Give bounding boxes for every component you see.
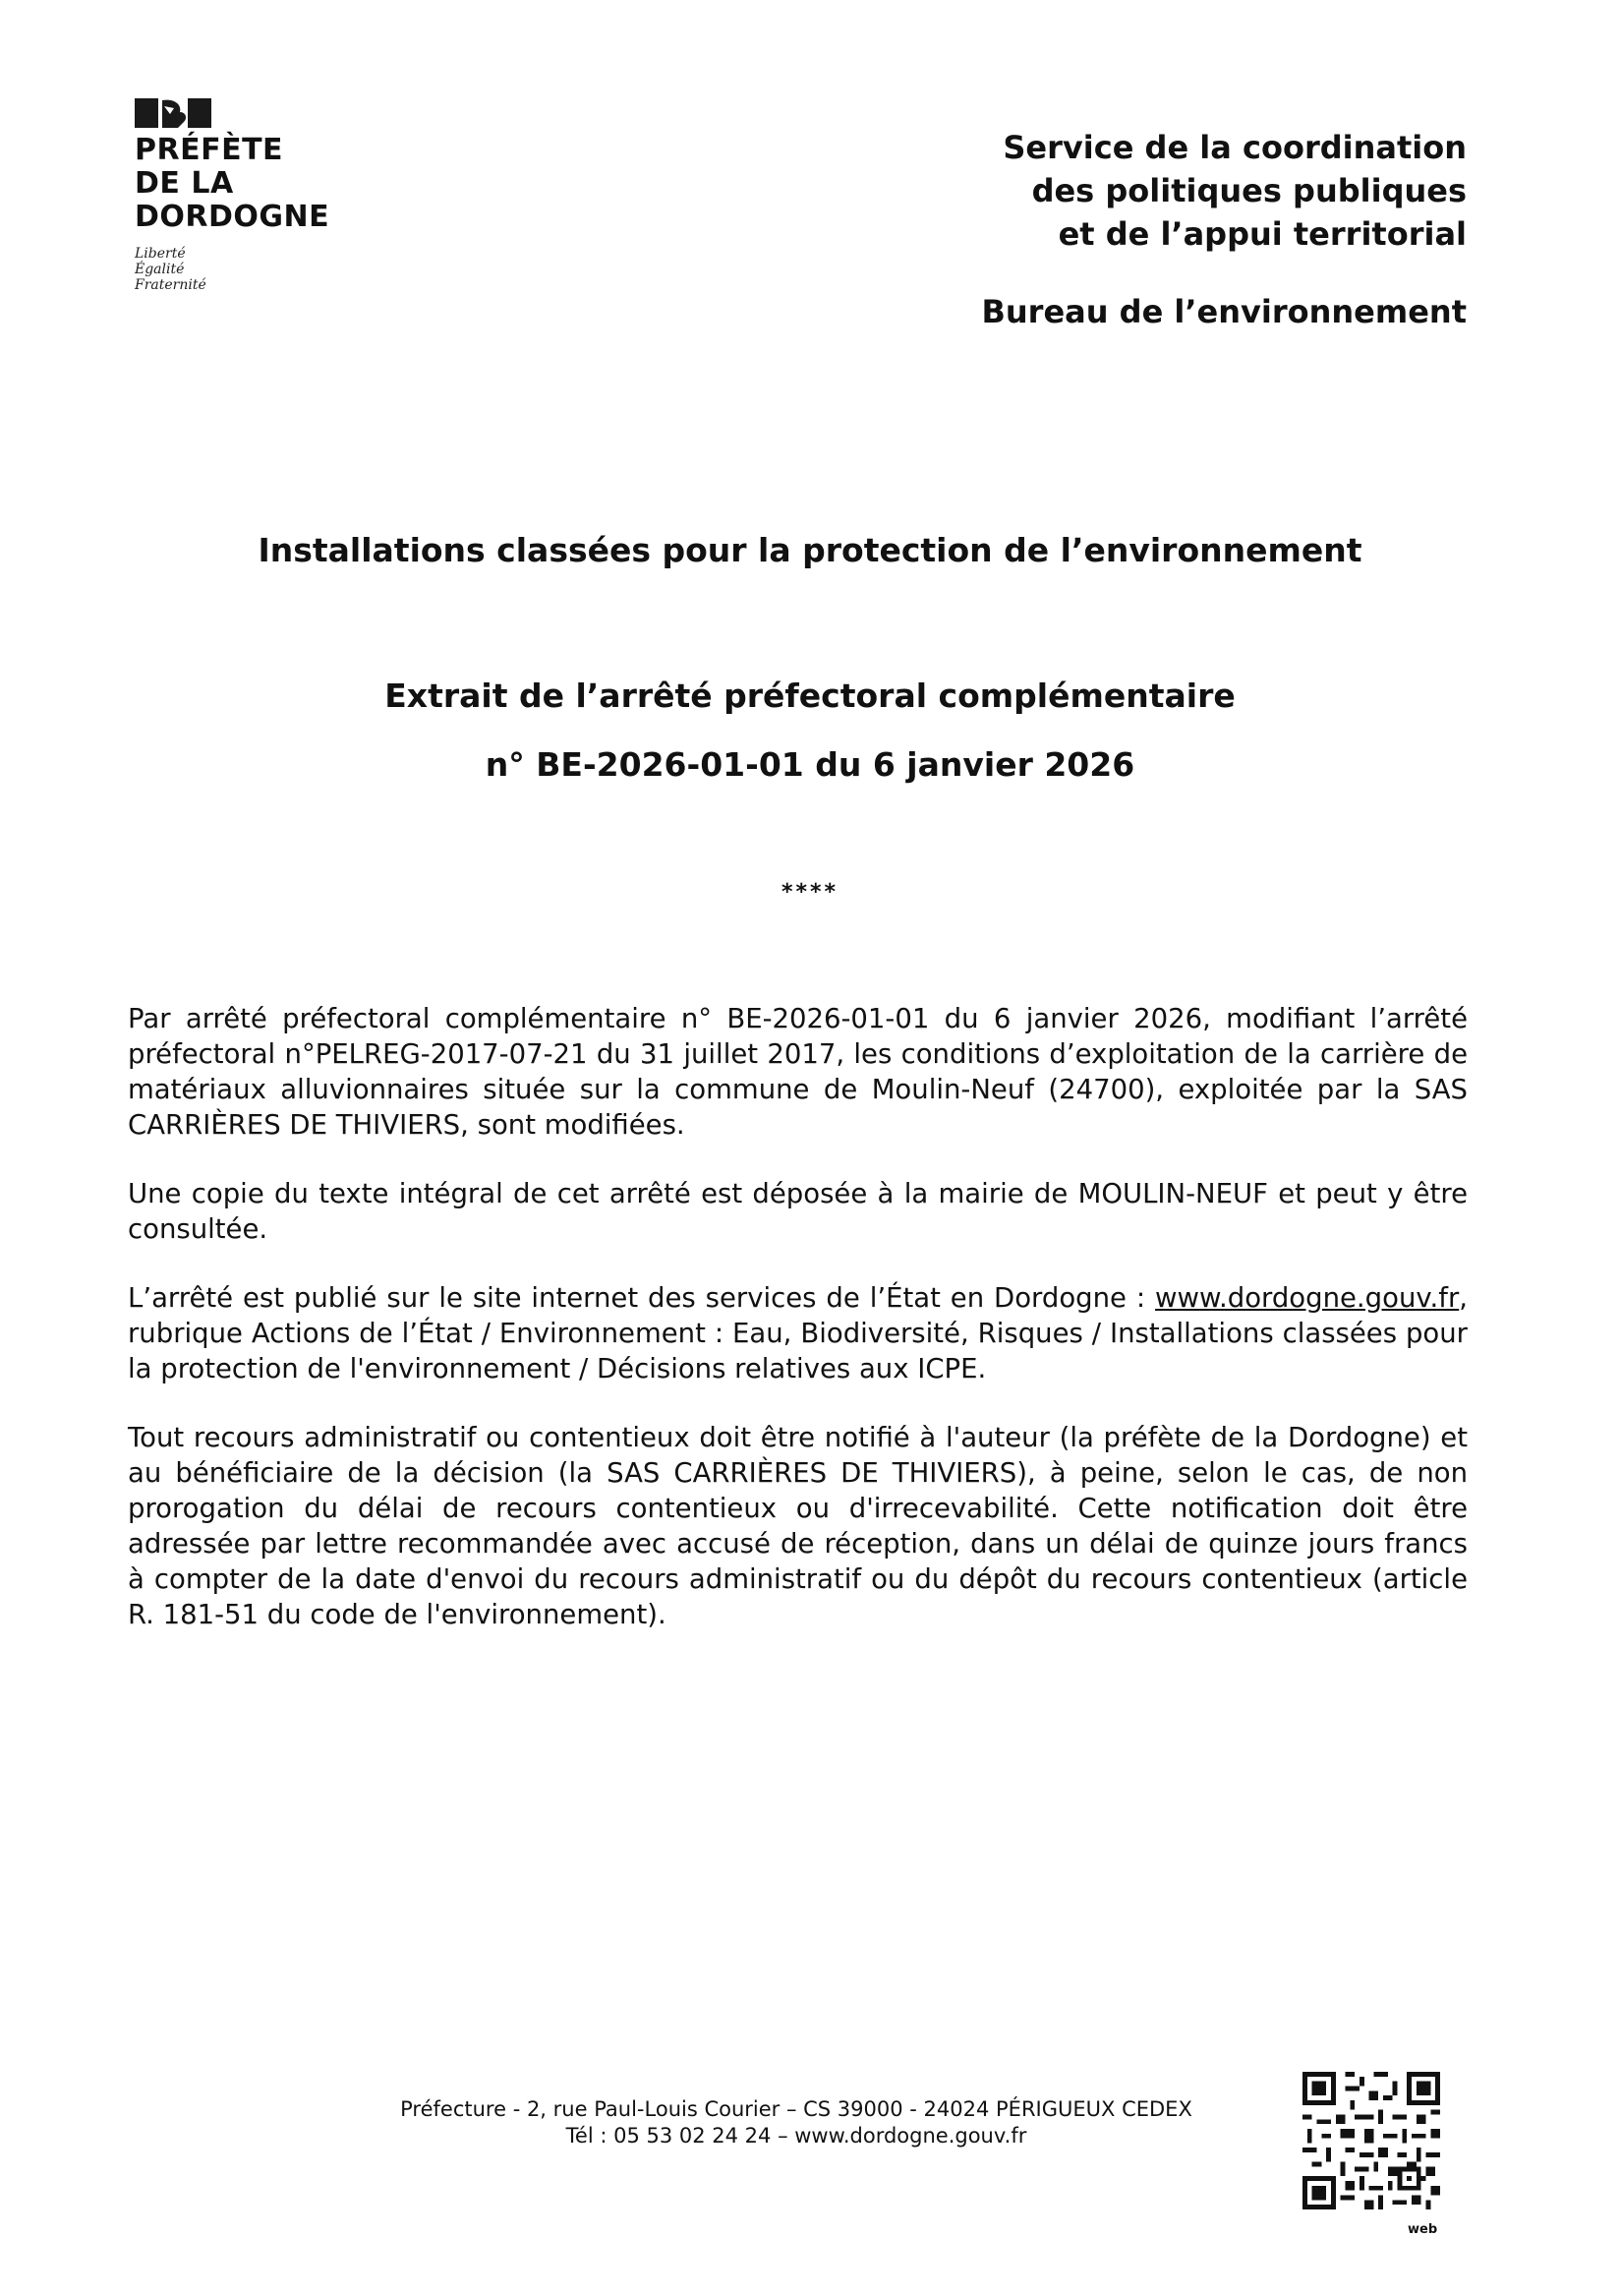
bureau-header: Bureau de l’environnement bbox=[981, 293, 1467, 330]
service-line: et de l’appui territorial bbox=[1058, 215, 1467, 253]
marianne-icon bbox=[135, 98, 211, 128]
main-title: Installations classées pour la protection de l’environnement bbox=[258, 531, 1362, 569]
body-text bbox=[128, 1001, 1468, 1666]
publication-text-start: L’arrêté est publié sur le site internet des services de l’État en Dordogne : bbox=[128, 1282, 1156, 1314]
extract-title-line1: Extrait de l’arrêté préfectoral complémentaire bbox=[384, 677, 1236, 715]
logo-line: DE LA bbox=[135, 166, 234, 201]
qr-code-icon bbox=[1302, 2072, 1440, 2209]
motto-line: Liberté bbox=[135, 246, 186, 262]
motto bbox=[135, 246, 390, 293]
extract-title-line2: n° BE-2026-01-01 du 6 janvier 2026 bbox=[485, 745, 1135, 784]
motto-line: Fraternité bbox=[135, 277, 206, 293]
service-header bbox=[1003, 126, 1467, 256]
footer-contact: Tél : 05 53 02 24 24 – www.dordogne.gouv.fr bbox=[565, 2124, 1027, 2148]
prefecture-logo bbox=[135, 98, 390, 293]
separator-stars: **** bbox=[781, 880, 839, 905]
footer-address: Préfecture - 2, rue Paul-Louis Courier – CS 39000 - 24024 PÉRIGUEUX CEDEX bbox=[400, 2097, 1192, 2121]
website-link[interactable]: www.dordogne.gouv.fr bbox=[1155, 1282, 1460, 1314]
footer bbox=[374, 2096, 1219, 2149]
paragraph-recourse: Tout recours administratif ou contentieux doit être notifié à l'auteur (la préfète de la Dordogne) et au bénéficiaire de la décision (la SAS CARRIÈRES DE THIVIERS), à peine, selon le cas, de non prorogation du délai de recours contentieux ou d'irrecevabilité. Cette notification doit être adressée par lettre recommandée avec accusé de réception, dans un délai de quinze jours francs à compter de la date d'envoi du recours administratif ou du dépôt du recours contentieux (article R. 181-51 du code de l'environnement). bbox=[128, 1422, 1468, 1630]
motto-line: Égalité bbox=[135, 262, 185, 277]
service-line: Service de la coordination bbox=[1003, 129, 1467, 166]
paragraph-publication bbox=[128, 1280, 1468, 1386]
logo-line: PRÉFÈTE bbox=[135, 133, 284, 167]
qr-caption: web bbox=[1408, 2222, 1438, 2237]
paragraph-decision: Par arrêté préfectoral complémentaire n° BE-2026-01-01 du 6 janvier 2026, modifiant l’arrêté préfectoral n°PELREG-2017-07-21 du 31 juillet 2017, les conditions d’exploitation de la carrière de matériaux alluvionnaires située sur la commune de Moulin-Neuf (24700), exploitée par la SAS CARRIÈRES DE THIVIERS, sont modifiées. bbox=[128, 1003, 1468, 1141]
service-line: des politiques publiques bbox=[1031, 172, 1467, 209]
logo-text bbox=[135, 134, 390, 234]
paragraph-copy: Une copie du texte intégral de cet arrêté est déposée à la mairie de MOULIN-NEUF et peut y être consultée. bbox=[128, 1178, 1468, 1245]
logo-line: DORDOGNE bbox=[135, 200, 330, 234]
publication-text-end: , rubrique Actions de l’État / Environnement : Eau, Biodiversité, Risques / Installations classées pour la protection de l'environnement / Décisions relatives aux ICPE. bbox=[128, 1282, 1468, 1384]
